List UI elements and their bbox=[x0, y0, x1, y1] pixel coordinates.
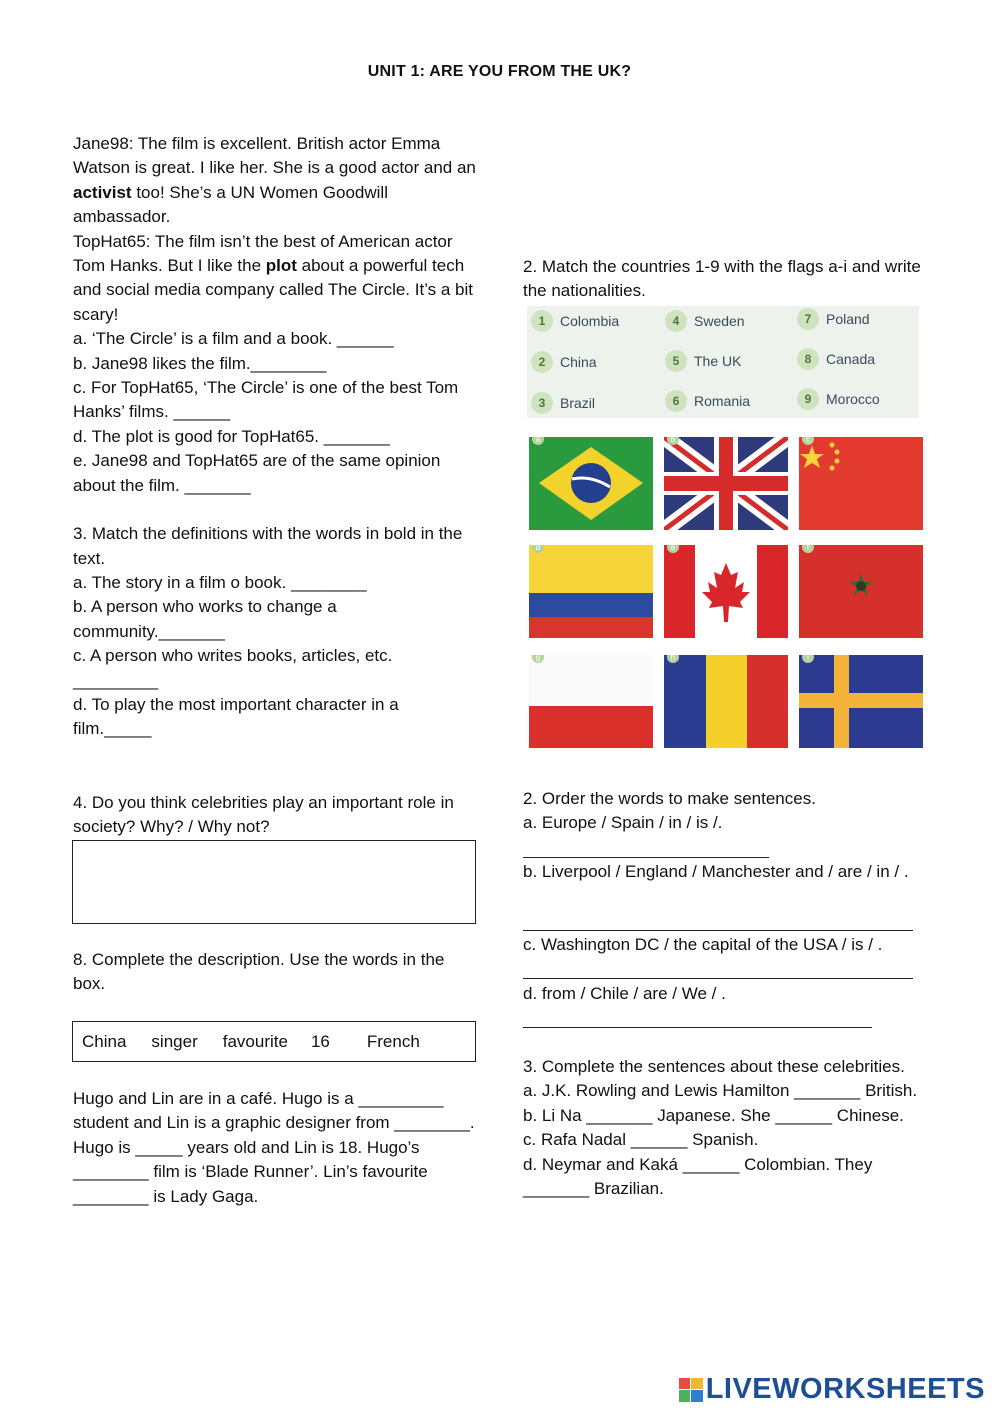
word-box-item: China bbox=[82, 1031, 127, 1051]
answer-line[interactable] bbox=[523, 1027, 872, 1028]
order-title: 2. Order the words to make sentences. bbox=[523, 789, 816, 808]
celebrity-item[interactable]: b. Li Na _______ Japanese. She ______ Chinese. bbox=[523, 1105, 904, 1125]
flag-brazil: a bbox=[529, 437, 653, 530]
celebrity-item[interactable]: a. J.K. Rowling and Lewis Hamilton _______ British. bbox=[523, 1081, 918, 1101]
order-item: c. Washington DC / the capital of the USA / is / . bbox=[523, 935, 883, 954]
exercise2-title: 2. Match the countries 1-9 with the flags a-i and write the nationalities. bbox=[523, 257, 921, 301]
flag-colombia: d bbox=[529, 545, 653, 638]
flag-morocco: f bbox=[799, 545, 923, 638]
country-item: 9 Morocco bbox=[797, 388, 880, 410]
flag-poland: g bbox=[529, 655, 653, 748]
tf-item[interactable]: c. For TopHat65, ‘The Circle’ is one of the best Tom Hanks’ films. ______ bbox=[73, 378, 459, 422]
tf-item[interactable]: a. ‘The Circle’ is a film and a book. ______ bbox=[73, 329, 394, 349]
country-item: 6 Romania bbox=[665, 390, 750, 412]
celebrities-section bbox=[523, 1055, 923, 1201]
tf-item[interactable]: d. The plot is good for TopHat65. _______ bbox=[73, 426, 390, 446]
opinion-answer-box[interactable] bbox=[72, 840, 476, 924]
order-section bbox=[523, 787, 923, 836]
flag-china: c bbox=[799, 437, 923, 530]
exercise3-title: 3. Match the definitions with the words in bold in the text. bbox=[73, 524, 463, 568]
word-box bbox=[72, 1021, 476, 1062]
country-item: 1 Colombia bbox=[531, 310, 619, 332]
country-item: 7 Poland bbox=[797, 308, 870, 330]
celebrities-title: 3. Complete the sentences about these celebrities. bbox=[523, 1057, 905, 1076]
tf-item[interactable]: e. Jane98 and TopHat65 are of the same opinion about the film. _______ bbox=[73, 451, 441, 495]
exercise4-title: 4. Do you think celebrities play an important role in society? Why? / Why not? bbox=[73, 793, 454, 837]
word-box-item: singer bbox=[151, 1031, 198, 1051]
liveworksheets-logo: LIVEWORKSHEETS bbox=[679, 1373, 985, 1406]
order-item: d. from / Chile / are / We / . bbox=[523, 984, 726, 1003]
liveworksheets-icon bbox=[679, 1378, 703, 1402]
celebrity-item[interactable]: c. Rafa Nadal ______ Spanish. bbox=[523, 1130, 759, 1150]
reading-jane: Jane98: The film is excellent. British actor Emma Watson is great. I like her. She is a good actor and an activist too! She’s a UN Women Goodwill ambassador. bbox=[73, 134, 476, 227]
exercise8-title: 8. Complete the description. Use the words in the box. bbox=[73, 950, 445, 994]
definition-item: c. A person who writes books, articles, etc. bbox=[73, 646, 393, 666]
flag-romania: h bbox=[664, 655, 788, 748]
page-title: UNIT 1: ARE YOU FROM THE UK? bbox=[367, 63, 632, 80]
country-item: 5 The UK bbox=[665, 350, 741, 372]
description-text[interactable]: Hugo and Lin are in a café. Hugo is a _________ student and Lin is a graphic designer from ________. Hugo is _____ years old and Lin is 18. Hugo’s ________ film is ‘Blade Runner’. Lin’s favourite ________ is Lady Gaga. bbox=[73, 1089, 475, 1206]
definition-item[interactable]: a. The story in a film o book. ________ bbox=[73, 572, 367, 592]
flag-sweden: i bbox=[799, 655, 923, 748]
word-box-item: 16 bbox=[310, 1031, 330, 1051]
flag-uk: b bbox=[664, 437, 788, 530]
answer-line[interactable] bbox=[523, 930, 913, 931]
reading-tophat: TopHat65: The film isn’t the best of American actor Tom Hanks. But I like the plot about a powerful tech and social media company called The Circle. It’s a bit scary! bbox=[73, 231, 474, 324]
country-list bbox=[527, 306, 919, 418]
answer-line[interactable] bbox=[523, 978, 913, 979]
definition-item[interactable]: b. A person who works to change a community._______ bbox=[73, 597, 337, 641]
country-item: 3 Brazil bbox=[531, 392, 595, 414]
definition-answer-blank[interactable]: _________ bbox=[73, 670, 159, 690]
definition-item[interactable]: d. To play the most important character in a film._____ bbox=[73, 694, 399, 739]
tf-item[interactable]: b. Jane98 likes the film.________ bbox=[73, 353, 327, 373]
order-item: a. Europe / Spain / in / is /. bbox=[523, 813, 723, 833]
word-box-item: favourite bbox=[222, 1031, 288, 1051]
word-box-item: French bbox=[366, 1031, 420, 1051]
answer-line[interactable] bbox=[523, 857, 769, 858]
country-item: 4 Sweden bbox=[665, 310, 745, 332]
country-item: 8 Canada bbox=[797, 348, 875, 370]
left-column bbox=[73, 132, 478, 742]
order-item: b. Liverpool / England / Manchester and / are / in / . bbox=[523, 862, 909, 881]
flag-canada: e bbox=[664, 545, 788, 638]
celebrity-item[interactable]: d. Neymar and Kaká ______ Colombian. They _______ Brazilian. bbox=[523, 1154, 873, 1199]
country-item: 2 China bbox=[531, 351, 597, 373]
